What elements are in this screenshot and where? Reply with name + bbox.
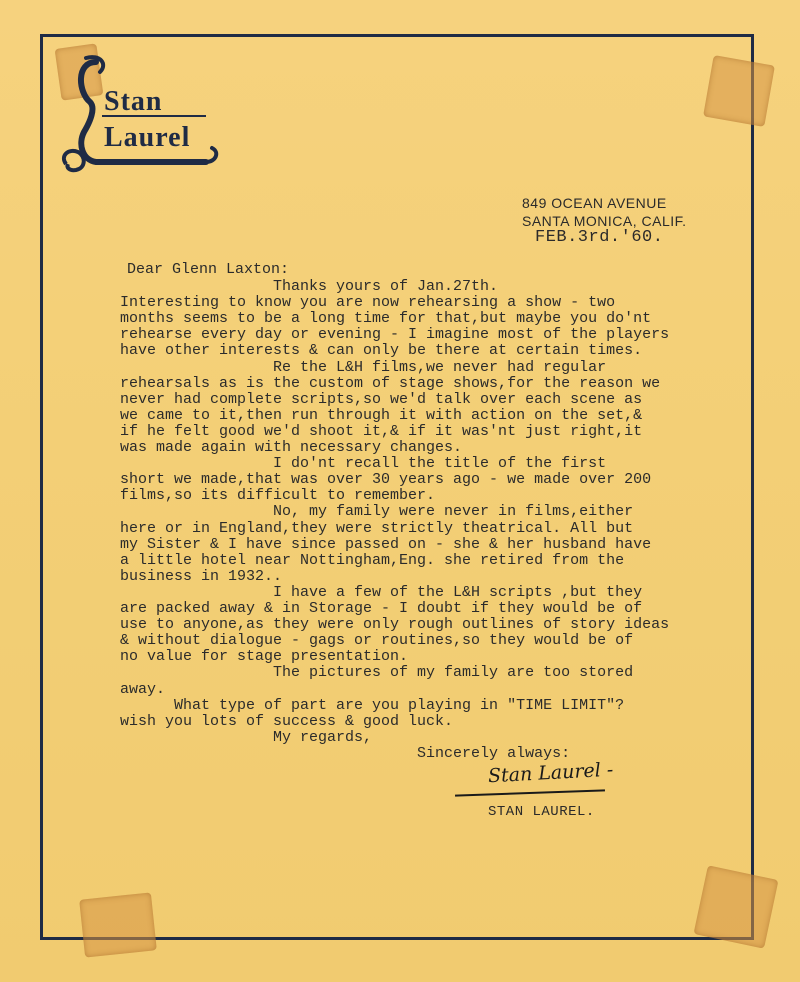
tape-mark-bottom-left [79,892,157,957]
letter-line: I do'nt recall the title of the first [120,455,607,473]
letter-line: use to anyone,as they were only rough outlines of story ideas [120,616,670,634]
logo-stan: Stan [104,86,163,117]
letter-line: What type of part are you playing in "TIME LIMIT"? [120,696,625,714]
letter-line: if he felt good we'd shoot it,& if it was'nt just right,it [120,422,643,440]
stan-laurel-logo [56,52,226,182]
letter-line: wish you lots of success & good luck. [120,712,454,730]
letter-line: no value for stage presentation. [120,648,409,666]
letter-line: away. [120,680,166,698]
letter-line: Thanks yours of Jan.27th. [120,278,499,295]
letter-line: have other interests & can only be there at certain times. [120,342,643,360]
letter-line: films,so its difficult to remember. [120,487,436,505]
salutation: Dear Glenn Laxton: [127,261,290,278]
letter-line: The pictures of my family are too stored [120,664,634,682]
letter-line: Sincerely always: [120,744,571,762]
letter-line: Interesting to know you are now rehearsing a show - two [120,294,616,312]
letter-line: we came to it,then run through it with action on the set,& [120,406,643,424]
letter-line: My regards, [120,728,373,746]
letter-line: short we made,that was over 30 years ago - we made over 200 [120,471,652,489]
letter-line: are packed away & in Storage - I doubt if they would be of [120,600,643,617]
letter-line: never had complete scripts,so we'd talk over each scene as [120,390,643,408]
letter-line: was made again with necessary changes. [120,439,463,456]
handwritten-signature: Stan Laurel - [487,758,614,788]
letter-line: a little hotel near Nottingham,Eng. she retired from the [120,551,625,569]
tape-mark-top-right [703,55,775,127]
letter-line: here or in England,they were strictly theatrical. All but [120,519,634,537]
letter-line: my Sister & I have since passed on - she & her husband have [120,535,652,553]
letter-line: rehearse every day or evening - I imagine most of the players [120,326,670,344]
tape-mark-bottom-right [694,865,779,948]
address-street: 849 OCEAN AVENUE [522,195,667,211]
letter-line: Re the L&H films,we never had regular [120,358,607,376]
address-city: SANTA MONICA, CALIF. [522,213,687,229]
letter-date: FEB.3rd.'60. [535,228,664,247]
logo-laurel: Laurel [104,122,191,153]
letter-line: months seems to be a long time for that,but maybe you do'nt [120,310,652,328]
typed-name: STAN LAUREL. [488,804,595,820]
letter-line: rehearsals as is the custom of stage shows,for the reason we [120,374,661,392]
letter-line: No, my family were never in films,either [120,503,634,521]
letterhead-address [522,194,687,230]
letter-line: I have a few of the L&H scripts ,but they [120,583,643,601]
letter-line: business in 1932.. [120,567,283,585]
letter-line: & without dialogue - gags or routines,so they would be of [120,632,634,650]
